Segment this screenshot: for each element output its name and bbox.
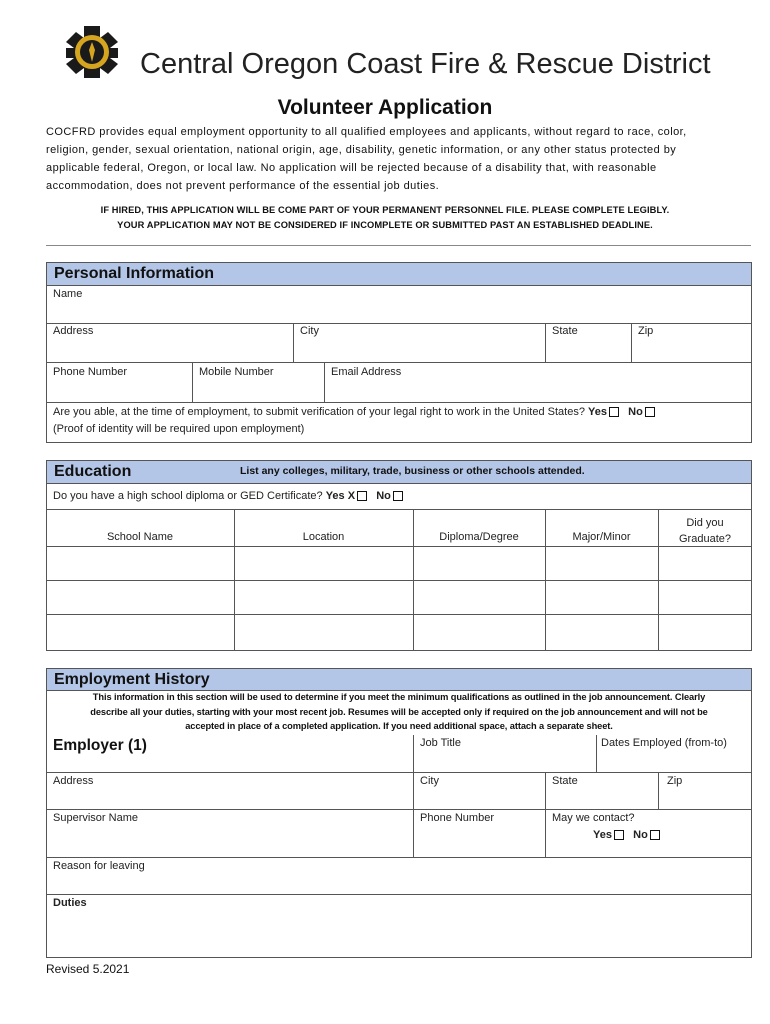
may-contact-no-label: No bbox=[633, 829, 648, 841]
column-header: Major/Minor bbox=[572, 531, 631, 543]
diploma-no-label: No bbox=[376, 490, 391, 502]
may-contact-question: May we contact? bbox=[552, 812, 635, 824]
employment-instructions-1: This information in this section will be used to determine if you meet the minimum qualifications as outlined in the job announcement. Clearly bbox=[92, 692, 706, 702]
column-header: Location bbox=[302, 531, 345, 543]
employer-heading: Employer (1) bbox=[53, 737, 147, 754]
may-contact-no-checkbox[interactable] bbox=[650, 830, 660, 840]
job-title-field[interactable]: Job Title bbox=[420, 737, 461, 749]
employment-section-header bbox=[46, 668, 752, 691]
notice-line-1: IF HIRED, THIS APPLICATION WILL BE COME PART OF YOUR PERMANENT PERSONNEL FILE. PLEASE COMPLETE LEGIBLY. bbox=[100, 205, 670, 215]
supervisor-name-field[interactable]: Supervisor Name bbox=[53, 812, 138, 824]
may-contact-options bbox=[593, 829, 660, 841]
column-header: Did you Graduate? bbox=[679, 517, 731, 545]
work-authorization-question: Are you able, at the time of employment, to submit verification of your legal right to work in the United States? Yes No bbox=[53, 406, 655, 418]
reason-for-leaving-field[interactable]: Reason for leaving bbox=[53, 860, 145, 872]
may-contact-yes-checkbox[interactable] bbox=[614, 830, 624, 840]
personal-section-title: Personal Information bbox=[54, 265, 215, 282]
education-section-title: Education bbox=[54, 463, 132, 480]
district-logo bbox=[64, 24, 120, 80]
employer-phone-field[interactable]: Phone Number bbox=[420, 812, 494, 824]
personal-info-table bbox=[46, 285, 752, 443]
diploma-no-checkbox[interactable] bbox=[393, 491, 403, 501]
name-field[interactable]: Name bbox=[53, 288, 83, 300]
work-auth-no-label: No bbox=[628, 406, 643, 418]
phone-field[interactable]: Phone Number bbox=[53, 366, 127, 378]
personal-section-header bbox=[46, 262, 752, 286]
revision-note: Revised 5.2021 bbox=[46, 962, 130, 976]
diploma-question: Do you have a high school diploma or GED Certificate? Yes X No bbox=[53, 490, 403, 502]
employer-address-field[interactable]: Address bbox=[53, 775, 94, 787]
employer-zip-field[interactable]: Zip bbox=[667, 775, 683, 787]
duties-field[interactable]: Duties bbox=[53, 897, 87, 909]
email-field[interactable]: Email Address bbox=[331, 366, 402, 378]
diploma-yes-label: Yes X bbox=[325, 490, 356, 502]
state-field[interactable]: State bbox=[552, 325, 578, 337]
employer-state-field[interactable]: State bbox=[552, 775, 578, 787]
column-header: School Name bbox=[106, 531, 174, 543]
education-subtitle: List any colleges, military, trade, business or other schools attended. bbox=[240, 465, 585, 477]
employment-instructions-3: accepted in place of a completed application. If you need additional space, attach a separate sheet. bbox=[185, 721, 613, 731]
diploma-yes-checkbox[interactable] bbox=[357, 491, 367, 501]
work-auth-no-checkbox[interactable] bbox=[645, 407, 655, 417]
may-contact-yes-label: Yes bbox=[593, 829, 612, 841]
mobile-field[interactable]: Mobile Number bbox=[199, 366, 274, 378]
column-header: Diploma/Degree bbox=[439, 531, 519, 543]
organization-name: Central Oregon Coast Fire & Rescue District bbox=[140, 48, 711, 80]
employment-section-title: Employment History bbox=[54, 671, 210, 688]
employer-city-field[interactable]: City bbox=[420, 775, 439, 787]
work-auth-yes-checkbox[interactable] bbox=[609, 407, 619, 417]
notice-line-2: YOUR APPLICATION MAY NOT BE CONSIDERED IF INCOMPLETE OR SUBMITTED PAST AN ESTABLISHED DEADLINE. bbox=[117, 220, 653, 230]
work-auth-yes-label: Yes bbox=[588, 406, 607, 418]
dates-employed-field[interactable]: Dates Employed (from-to) bbox=[601, 737, 727, 749]
city-field[interactable]: City bbox=[300, 325, 319, 337]
divider bbox=[46, 245, 751, 246]
form-title: Volunteer Application bbox=[277, 96, 493, 119]
eeo-statement: COCFRD provides equal employment opportunity to all qualified employees and applicants, without regard to race, color, religion, gender, sexual orientation, national origin, age, disability, genetic information, or any other status protected by applicable federal, Oregon, or local law. No application will be rejected because of a disability that, with reasonable accommodation, does not prevent performance of the essential job duties. bbox=[46, 126, 687, 192]
employment-instructions-2: describe all your duties, starting with your most recent job. Resumes will be accepted only if required on the job announcement and will not be bbox=[90, 707, 708, 717]
address-field[interactable]: Address bbox=[53, 325, 94, 337]
zip-field[interactable]: Zip bbox=[638, 325, 654, 337]
proof-note: (Proof of identity will be required upon employment) bbox=[53, 423, 305, 435]
